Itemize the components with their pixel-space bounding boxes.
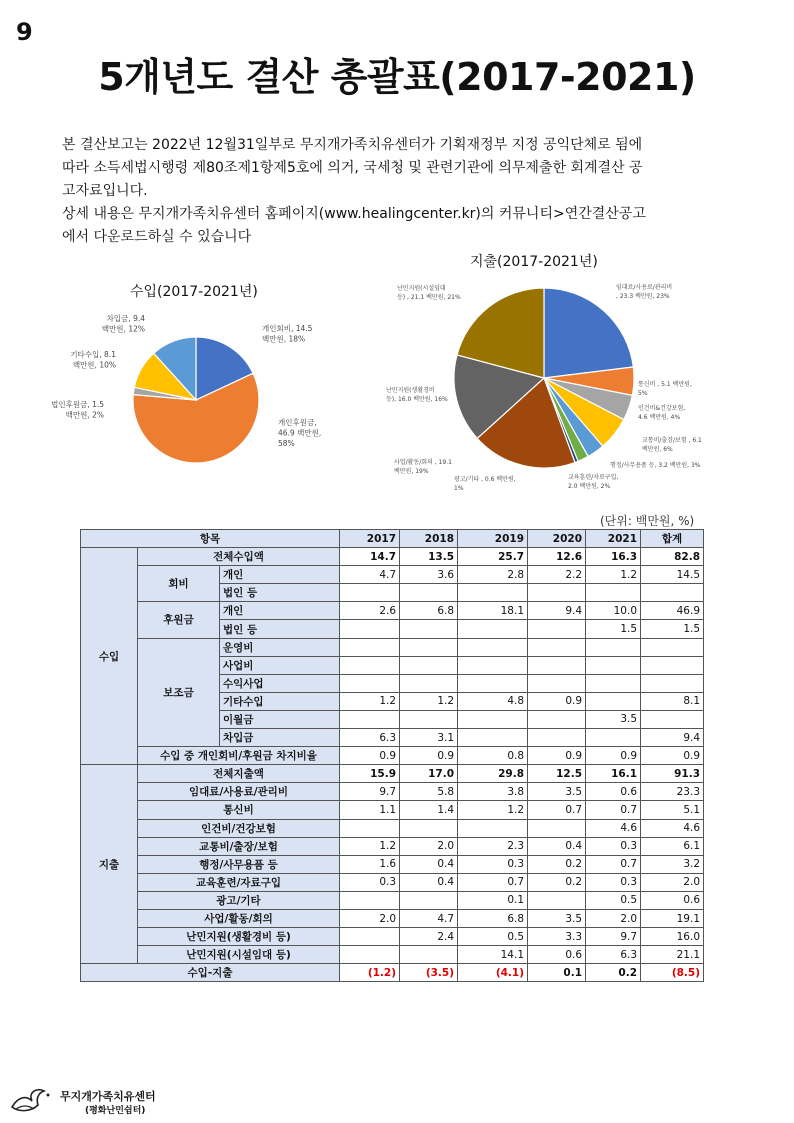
table-cell: 3.2 [641,855,704,873]
header-total: 합계 [641,530,704,548]
table-cell: 4.8 [458,692,528,710]
row-label: 전체지출액 [138,765,340,783]
table-cell: 0.3 [458,855,528,873]
table-cell: 1.5 [641,620,704,638]
table-cell: 14.1 [458,946,528,964]
table-row [81,765,704,783]
table-cell: 19.1 [641,909,704,927]
table-cell: 0.6 [528,946,586,964]
table-cell: 1.5 [586,620,641,638]
row-label: 차입금 [220,729,340,747]
table-cell: 1.1 [340,801,400,819]
table-cell [528,620,586,638]
table-cell: 9.7 [340,783,400,801]
table-cell [340,584,400,602]
slice-label: 교통비/출장/보험 , 6.1 백만원, 6% [642,437,702,453]
intro-line: 본 결산보고는 2022년 12월31일부로 무지개가족치유센터가 기획재정부 지정 공익단체로 됨에 [62,137,643,153]
group-label: 회비 [138,566,220,602]
page-title: 5개년도 결산 총괄표(2017-2021) [98,55,696,99]
row-label: 수입 중 개인회비/후원금 차지비율 [138,747,340,765]
table-cell: 8.1 [641,692,704,710]
table-cell: 2.0 [641,873,704,891]
table-cell: 0.7 [586,801,641,819]
table-cell [458,638,528,656]
table-cell: 1.6 [340,855,400,873]
table-cell: 3.5 [528,909,586,927]
table-cell [340,674,400,692]
table-cell [458,656,528,674]
row-label: 개인 [220,602,340,620]
table-cell [458,819,528,837]
table-cell: 6.3 [340,729,400,747]
table-row [81,602,704,620]
table-cell [400,819,458,837]
table-cell [400,674,458,692]
table-cell [528,638,586,656]
row-label: 법인 등 [220,620,340,638]
table-cell: 0.1 [458,891,528,909]
table-cell: 6.1 [641,837,704,855]
section-expense: 지출 [81,765,138,964]
slice-label: 통신비 , 5.1 백만원, 5% [638,381,692,397]
table-cell: 2.0 [400,837,458,855]
row-label: 광고/기타 [138,891,340,909]
header-year: 2017 [340,530,400,548]
expense-pie-chart [370,278,720,498]
table-cell [586,638,641,656]
table-cell [586,584,641,602]
table-cell: 46.9 [641,602,704,620]
table-cell [400,620,458,638]
table-cell [340,819,400,837]
section-income: 수입 [81,548,138,765]
table-cell: 17.0 [400,765,458,783]
table-cell: (1.2) [340,964,400,982]
table-cell: 18.1 [458,602,528,620]
table-cell [400,710,458,728]
table-cell: 0.2 [528,855,586,873]
slice-label: 기타수입, 8.1 백만원, 10% [70,350,116,370]
table-cell [641,638,704,656]
table-cell: 21.1 [641,946,704,964]
row-label: 사업/활동/회의 [138,909,340,927]
table-row [81,946,704,964]
table-cell: 6.8 [458,909,528,927]
table-cell: 2.4 [400,928,458,946]
table-row [81,964,704,982]
slice-label: 행정/사무용품 등, 3.2 백만원, 3% [610,462,701,469]
table-cell: 3.8 [458,783,528,801]
table-cell: (8.5) [641,964,704,982]
table-cell [340,928,400,946]
income-chart-title: 수입(2017-2021년) [130,284,258,300]
row-label: 난민지원(생활경비 등) [138,928,340,946]
settlement-table [80,529,704,982]
slice-label: 차입금, 9.4 백만원, 12% [101,314,145,334]
table-row [81,747,704,765]
table-cell: 2.8 [458,566,528,584]
table-row [81,891,704,909]
org-name: 무지개가족치유센터 [60,1090,156,1103]
table-cell: 0.6 [641,891,704,909]
header-year: 2020 [528,530,586,548]
table-cell: 0.9 [586,747,641,765]
row-label: 기타수입 [220,692,340,710]
table-cell: 13.5 [400,548,458,566]
row-label: 운영비 [220,638,340,656]
table-cell: 82.8 [641,548,704,566]
row-label: 인건비/건강보험 [138,819,340,837]
table-cell: 0.4 [400,855,458,873]
slice-label: 개인후원금, 46.9 백만원, 58% [278,418,322,448]
intro-line: 따라 소득세법시행령 제80조제1항제5호에 의거, 국세청 및 관련기관에 의무제출한 회계결산 공 [62,160,643,176]
table-cell: 3.3 [528,928,586,946]
table-cell [400,638,458,656]
header-item: 항목 [81,530,340,548]
table-cell: 4.7 [340,566,400,584]
row-label: 전체수입액 [138,548,340,566]
row-label: 이월금 [220,710,340,728]
row-label: 수입-지출 [81,964,340,982]
intro-text [62,134,742,249]
slice-label: 광고/기타 , 0.6 백만원, 1% [454,476,516,492]
table-cell: 91.3 [641,765,704,783]
table-cell [458,620,528,638]
table-cell [528,891,586,909]
table-cell [458,584,528,602]
table-cell [400,584,458,602]
table-row [81,873,704,891]
table-cell: 0.3 [340,873,400,891]
row-label: 행정/사무용품 등 [138,855,340,873]
slice-label: 개인회비, 14.5 백만원, 18% [262,324,313,344]
table-cell: 29.8 [458,765,528,783]
table-cell: 16.1 [586,765,641,783]
table-cell [340,891,400,909]
table-cell: 9.4 [528,602,586,620]
table-cell: 0.9 [528,692,586,710]
table-cell: 1.2 [400,692,458,710]
row-label: 사업비 [220,656,340,674]
table-cell: 1.2 [340,837,400,855]
table-cell: 25.7 [458,548,528,566]
table-cell: 0.1 [528,964,586,982]
table-row [81,801,704,819]
table-cell [458,729,528,747]
table-cell: 0.9 [528,747,586,765]
table-cell [586,729,641,747]
table-row [81,566,704,584]
table-cell: 1.4 [400,801,458,819]
header-year: 2021 [586,530,641,548]
table-row [81,638,704,656]
table-cell: 1.2 [586,566,641,584]
table-cell [528,674,586,692]
table-cell [586,656,641,674]
table-cell: 6.8 [400,602,458,620]
row-label: 임대료/사용료/관리비 [138,783,340,801]
slice-label: 난민지원(생활경비 등), 16.0 백만원, 16% [386,387,448,403]
header-year: 2018 [400,530,458,548]
table-cell: 16.3 [586,548,641,566]
table-cell: 3.5 [586,710,641,728]
table-cell: 6.3 [586,946,641,964]
table-cell [528,584,586,602]
row-label: 수익사업 [220,674,340,692]
table-cell [340,656,400,674]
unit-label: (단위: 백만원, %) [600,514,695,528]
table-cell: 4.7 [400,909,458,927]
table-cell: 0.7 [528,801,586,819]
table-cell: 12.6 [528,548,586,566]
table-cell: 0.5 [458,928,528,946]
table-cell [458,674,528,692]
table-cell [641,584,704,602]
table-cell: (4.1) [458,964,528,982]
table-cell [400,891,458,909]
table-cell [641,710,704,728]
table-cell: 10.0 [586,602,641,620]
table-cell [528,710,586,728]
slice-label: 사업/활동/회의 , 19.1 백만원, 19% [394,459,452,475]
table-cell [586,674,641,692]
pie-slice [544,288,633,378]
table-cell: 9.4 [641,729,704,747]
slice-label: 난민지원(시설임대 등) , 21.1 백만원, 21% [397,285,461,301]
slice-label: 임대료/사용료/관리비 , 23.3 백만원, 23% [616,284,673,300]
table-cell: 2.2 [528,566,586,584]
table-cell: 0.9 [641,747,704,765]
table-cell [528,729,586,747]
table-cell [458,710,528,728]
header-year: 2019 [458,530,528,548]
table-cell: 23.3 [641,783,704,801]
table-cell [641,674,704,692]
table-cell: 0.4 [400,873,458,891]
slice-label: 교육훈련/자료구입, 2.0 백만원, 2% [568,474,619,490]
group-label: 보조금 [138,638,220,747]
org-sub-name: (평화난민쉼터) [85,1106,146,1116]
table-row [81,855,704,873]
row-label: 개인 [220,566,340,584]
table-cell: 0.7 [586,855,641,873]
table-row [81,837,704,855]
row-label: 교육훈련/자료구입 [138,873,340,891]
table-cell [400,656,458,674]
row-label: 법인 등 [220,584,340,602]
table-cell [340,946,400,964]
expense-chart-title: 지출(2017-2021년) [470,254,598,270]
table-cell: 3.6 [400,566,458,584]
table-cell: 0.5 [586,891,641,909]
table-cell: 12.5 [528,765,586,783]
table-cell: 4.6 [641,819,704,837]
slice-label: 법인후원금, 1.5 백만원, 2% [51,400,104,420]
table-cell: 0.2 [586,964,641,982]
table-cell [340,638,400,656]
intro-line: 고자료입니다. [62,183,148,199]
intro-line: 상세 내용은 무지개가족치유센터 홈페이지(www.healingcenter.kr)의 커뮤니티>연간결산공고 [62,206,646,222]
table-cell: 2.6 [340,602,400,620]
table-cell: 0.6 [586,783,641,801]
table-cell: 5.1 [641,801,704,819]
table-cell: 0.9 [340,747,400,765]
table-cell: 14.5 [641,566,704,584]
row-label: 난민지원(시설임대 등) [138,946,340,964]
table-cell: 3.1 [400,729,458,747]
group-label: 후원금 [138,602,220,638]
table-cell: 0.4 [528,837,586,855]
table-cell [340,710,400,728]
table-cell: 0.3 [586,873,641,891]
intro-line: 에서 다운로드하실 수 있습니다 [62,229,252,245]
table-cell [586,692,641,710]
table-cell: 4.6 [586,819,641,837]
table-cell: 1.2 [340,692,400,710]
table-cell: 5.8 [400,783,458,801]
table-cell: 0.2 [528,873,586,891]
table-row [81,909,704,927]
row-label: 교통비/출장/보험 [138,837,340,855]
table-cell: 14.7 [340,548,400,566]
table-row [81,548,704,566]
table-cell: 2.0 [340,909,400,927]
table-cell [641,656,704,674]
table-cell: 0.7 [458,873,528,891]
table-cell: 3.5 [528,783,586,801]
table-cell [528,656,586,674]
table-cell [400,946,458,964]
slice-label: 인건비&건강보험, 4.6 백만원, 4% [638,405,686,421]
table-cell: 2.3 [458,837,528,855]
table-cell: 0.8 [458,747,528,765]
income-pie-chart [30,305,330,505]
row-label: 통신비 [138,801,340,819]
table-row [81,819,704,837]
table-cell: 0.9 [400,747,458,765]
table-cell: (3.5) [400,964,458,982]
table-cell [528,819,586,837]
table-cell: 1.2 [458,801,528,819]
page-number: 9 [16,18,33,46]
table-row [81,928,704,946]
table-row [81,530,704,548]
table-cell: 16.0 [641,928,704,946]
org-logo-icon [8,1083,58,1115]
table-cell: 15.9 [340,765,400,783]
table-cell: 9.7 [586,928,641,946]
table-cell: 2.0 [586,909,641,927]
table-row [81,783,704,801]
table-cell: 0.3 [586,837,641,855]
table-cell [340,620,400,638]
